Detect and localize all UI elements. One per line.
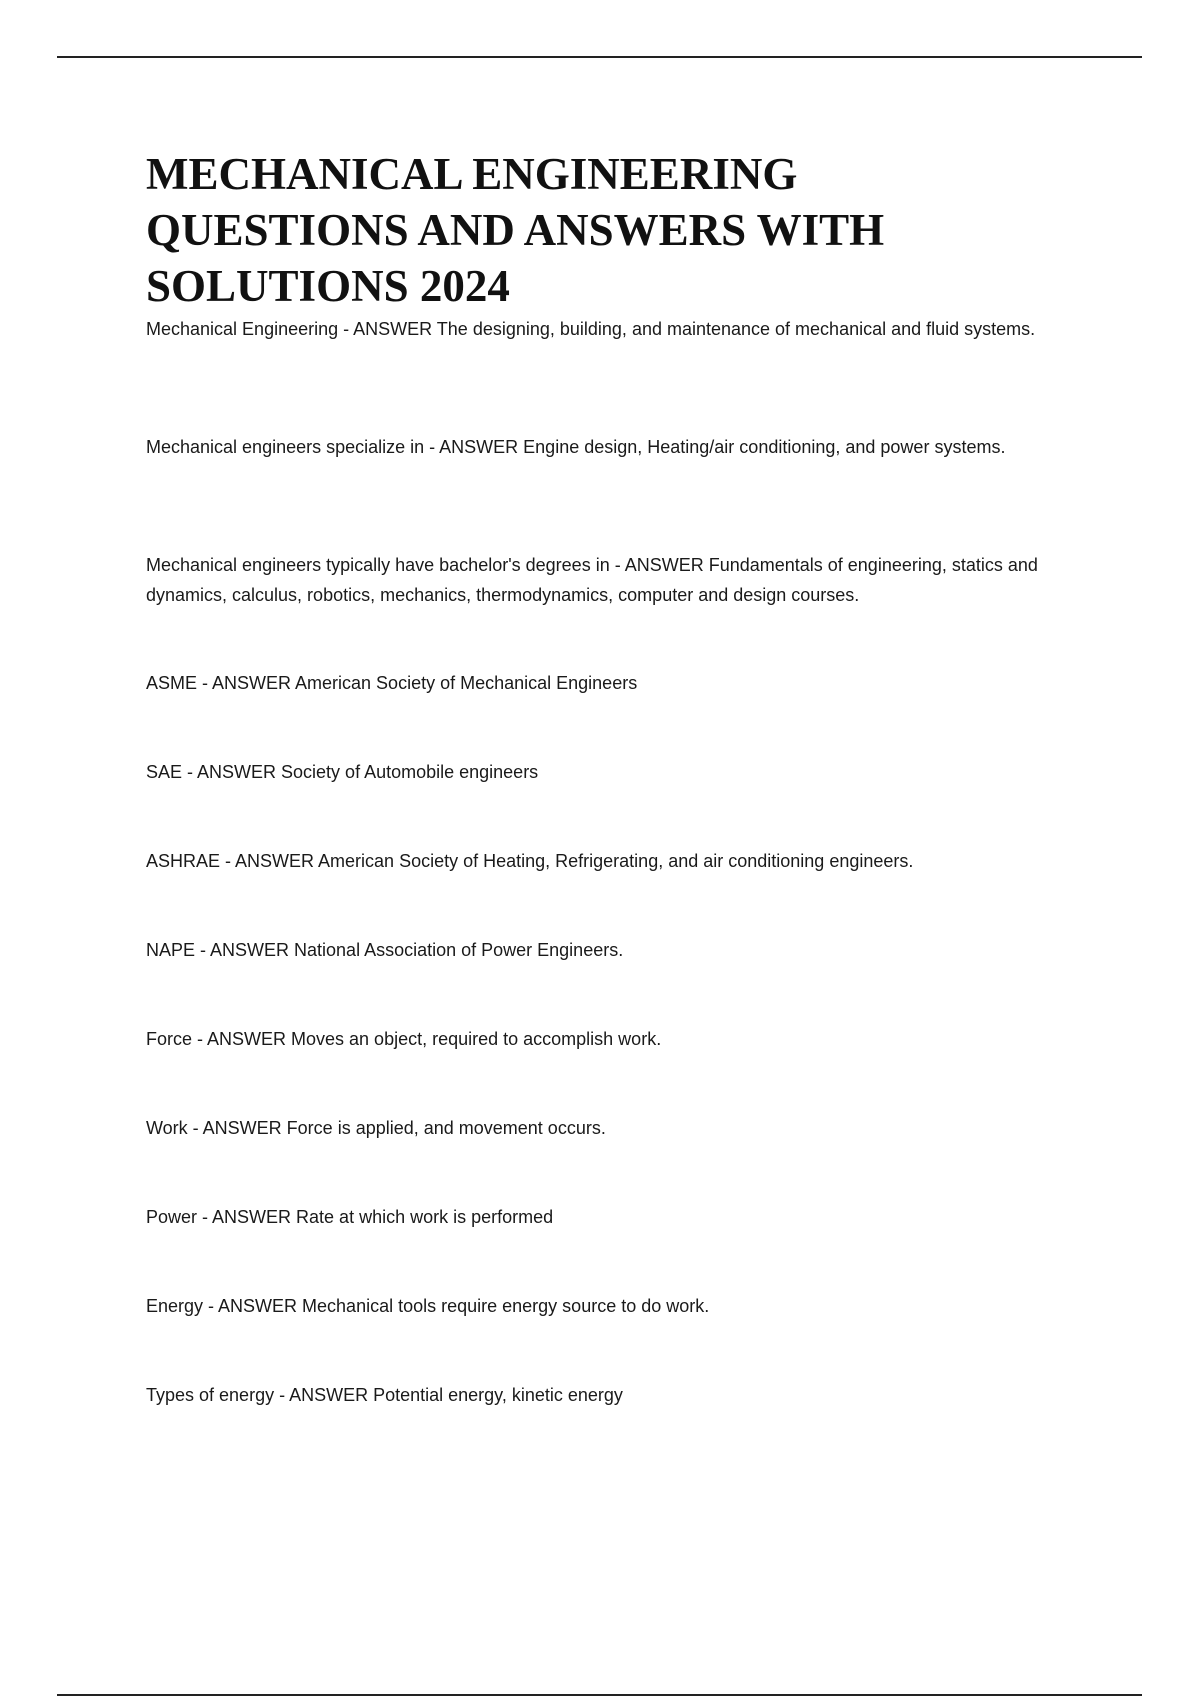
qa-item: ASME - ANSWER American Society of Mechanical Engineers (146, 673, 638, 693)
qa-item: Power - ANSWER Rate at which work is performed (146, 1207, 554, 1227)
qa-item: Force - ANSWER Moves an object, required to accomplish work. (146, 1029, 662, 1049)
qa-item: Types of energy - ANSWER Potential energy, kinetic energy (146, 1385, 623, 1405)
qa-item: SAE - ANSWER Society of Automobile engineers (146, 762, 539, 782)
qa-item: Mechanical Engineering - ANSWER The designing, building, and maintenance of mechanical and fluid systems. (146, 319, 1036, 339)
qa-item: ASHRAE - ANSWER American Society of Heating, Refrigerating, and air conditioning engineers. (146, 851, 914, 871)
document-body (146, 146, 1066, 1469)
qa-item: Energy - ANSWER Mechanical tools require energy source to do work. (146, 1296, 710, 1316)
qa-item: Mechanical engineers typically have bachelor's degrees in - ANSWER Fundamentals of engineering, statics and dynamics, calculus, robotics, mechanics, thermodynamics, computer and design courses. (146, 555, 1038, 605)
qa-list (146, 314, 1066, 1469)
qa-item: Work - ANSWER Force is applied, and movement occurs. (146, 1118, 606, 1138)
top-divider (57, 56, 1142, 58)
qa-item: NAPE - ANSWER National Association of Power Engineers. (146, 940, 624, 960)
document-title: MECHANICAL ENGINEERING QUESTIONS AND ANSWERS WITH SOLUTIONS 2024 (146, 149, 885, 311)
bottom-divider (57, 1694, 1142, 1696)
qa-item: Mechanical engineers specialize in - ANSWER Engine design, Heating/air conditioning, and power systems. (146, 437, 1006, 457)
